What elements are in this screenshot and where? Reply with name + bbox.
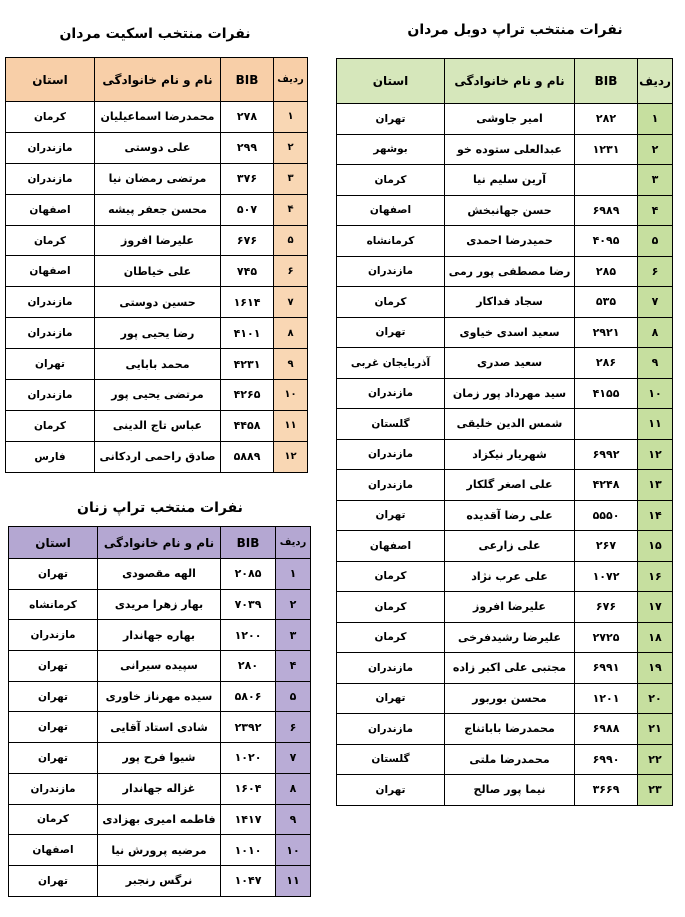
bib-cell: ۲۹۲۱ — [575, 317, 638, 348]
province-cell: کرمانشاه — [337, 226, 445, 257]
rank-cell: ۱۵ — [638, 531, 673, 562]
bib-cell: ۱۲۰۱ — [575, 683, 638, 714]
bib-cell: ۴۲۴۸ — [575, 470, 638, 501]
table-row — [6, 163, 308, 194]
table-header-row — [337, 59, 673, 104]
province-cell: کرمان — [337, 287, 445, 318]
name-cell: محمدرضا اسماعیلیان — [95, 102, 221, 133]
bib-cell: ۶۹۹۲ — [575, 439, 638, 470]
table-row — [337, 775, 673, 806]
province-cell: مازندران — [337, 439, 445, 470]
table-row — [9, 835, 311, 866]
table-row — [6, 410, 308, 441]
table-row — [337, 378, 673, 409]
name-cell: محسن بوربور — [445, 683, 575, 714]
province-cell: گلستان — [337, 744, 445, 775]
trap-men-title: نفرات منتخب تراپ دوبل مردان — [407, 22, 623, 38]
province-cell: مازندران — [337, 714, 445, 745]
header-bib: BIB — [575, 59, 638, 104]
table-row — [9, 865, 311, 896]
bib-cell: ۲۶۷ — [575, 531, 638, 562]
rank-cell: ۱۸ — [638, 622, 673, 653]
table-row — [337, 561, 673, 592]
rank-cell: ۱۰ — [274, 380, 308, 411]
table-row — [6, 102, 308, 133]
header-bib: BIB — [221, 58, 274, 102]
province-cell: بوشهر — [337, 134, 445, 165]
rank-cell: ۱ — [276, 559, 311, 590]
bib-cell: ۲۸۶ — [575, 348, 638, 379]
province-cell: اصفهان — [9, 835, 98, 866]
province-cell: تهران — [337, 500, 445, 531]
name-cell: محمدرضا باباتناج — [445, 714, 575, 745]
table-row — [9, 589, 311, 620]
name-cell: بهاره جهاندار — [98, 620, 221, 651]
table-row — [337, 714, 673, 745]
bib-cell: ۲۰۸۵ — [221, 559, 276, 590]
name-cell: شادی استاد آقایی — [98, 712, 221, 743]
table-row — [6, 380, 308, 411]
name-cell: عبدالعلی ستوده خو — [445, 134, 575, 165]
rank-cell: ۱۲ — [274, 441, 308, 472]
rank-cell: ۵ — [638, 226, 673, 257]
name-cell: محمد بابایی — [95, 349, 221, 380]
name-cell: علیرضا رشیدفرخی — [445, 622, 575, 653]
province-cell: اصفهان — [337, 195, 445, 226]
table-row — [337, 287, 673, 318]
rank-cell: ۸ — [638, 317, 673, 348]
province-cell: مازندران — [9, 620, 98, 651]
name-cell: حسن جهانبخش — [445, 195, 575, 226]
bib-cell: ۲۸۲ — [575, 104, 638, 135]
skeet-men-title: نفرات منتخب اسکیت مردان — [59, 26, 251, 42]
bib-cell: ۲۸۵ — [575, 256, 638, 287]
name-cell: عباس تاج الدینی — [95, 410, 221, 441]
rank-cell: ۷ — [638, 287, 673, 318]
province-cell: تهران — [9, 865, 98, 896]
bib-cell: ۱۴۱۷ — [221, 804, 276, 835]
province-cell: تهران — [9, 651, 98, 682]
bib-cell: ۲۳۹۲ — [221, 712, 276, 743]
name-cell: بهار زهرا مریدی — [98, 589, 221, 620]
name-cell: رضا یحیی پور — [95, 318, 221, 349]
table-row — [337, 195, 673, 226]
table-row — [6, 225, 308, 256]
name-cell: صادق راحمی اردکانی — [95, 441, 221, 472]
table-row — [9, 559, 311, 590]
rank-cell: ۶ — [276, 712, 311, 743]
trap-women-table — [8, 526, 311, 897]
table-row — [337, 653, 673, 684]
bib-cell: ۱۲۳۱ — [575, 134, 638, 165]
bib-cell: ۵۸۸۹ — [221, 441, 274, 472]
bib-cell: ۲۷۸ — [221, 102, 274, 133]
bib-cell: ۷۴۵ — [221, 256, 274, 287]
rank-cell: ۴ — [276, 651, 311, 682]
bib-cell: ۱۲۰۰ — [221, 620, 276, 651]
rank-cell: ۴ — [274, 194, 308, 225]
header-rank: ردیف — [274, 58, 308, 102]
rank-cell: ۹ — [638, 348, 673, 379]
name-cell: مرتضی رمضان نیا — [95, 163, 221, 194]
name-cell: حمیدرضا احمدی — [445, 226, 575, 257]
rank-cell: ۲ — [638, 134, 673, 165]
name-cell: سیده مهرناز خاوری — [98, 681, 221, 712]
rank-cell: ۶ — [638, 256, 673, 287]
rank-cell: ۱۱ — [638, 409, 673, 440]
bib-cell: ۴۰۹۵ — [575, 226, 638, 257]
name-cell: رضا مصطفی پور رمی — [445, 256, 575, 287]
rank-cell: ۲۱ — [638, 714, 673, 745]
name-cell: علیرضا افروز — [95, 225, 221, 256]
province-cell: مازندران — [6, 380, 95, 411]
header-rank: ردیف — [638, 59, 673, 104]
province-cell: مازندران — [337, 653, 445, 684]
bib-cell: ۵۰۷ — [221, 194, 274, 225]
rank-cell: ۷ — [276, 743, 311, 774]
table-row — [6, 287, 308, 318]
bib-cell: ۵۵۵۰ — [575, 500, 638, 531]
rank-cell: ۱۲ — [638, 439, 673, 470]
name-cell: فاطمه امیری بهزادی — [98, 804, 221, 835]
rank-cell: ۱۷ — [638, 592, 673, 623]
name-cell: محمدرضا ملتی — [445, 744, 575, 775]
table-row — [337, 317, 673, 348]
header-name: نام و نام خانوادگی — [95, 58, 221, 102]
bib-cell: ۵۳۵ — [575, 287, 638, 318]
province-cell: مازندران — [9, 773, 98, 804]
table-row — [337, 592, 673, 623]
rank-cell: ۱۹ — [638, 653, 673, 684]
name-cell: سپیده سیرانی — [98, 651, 221, 682]
table-row — [337, 683, 673, 714]
rank-cell: ۱۱ — [276, 865, 311, 896]
rank-cell: ۱ — [274, 102, 308, 133]
province-cell: اصفهان — [6, 256, 95, 287]
province-cell: تهران — [337, 104, 445, 135]
name-cell: سجاد فداکار — [445, 287, 575, 318]
province-cell: کرمان — [337, 622, 445, 653]
table-row — [9, 743, 311, 774]
province-cell: تهران — [9, 681, 98, 712]
name-cell: علی اصغر گلکار — [445, 470, 575, 501]
name-cell: حسین دوستی — [95, 287, 221, 318]
table-row — [6, 132, 308, 163]
bib-cell: ۶۹۸۸ — [575, 714, 638, 745]
province-cell: کرمان — [337, 561, 445, 592]
bib-cell: ۲۹۹ — [221, 132, 274, 163]
bib-cell: ۴۴۵۸ — [221, 410, 274, 441]
province-cell: گلستان — [337, 409, 445, 440]
name-cell: محسن جعفر پیشه — [95, 194, 221, 225]
rank-cell: ۵ — [276, 681, 311, 712]
province-cell: تهران — [337, 317, 445, 348]
province-cell: مازندران — [6, 318, 95, 349]
bib-cell: ۱۰۲۰ — [221, 743, 276, 774]
province-cell: تهران — [337, 775, 445, 806]
name-cell: نرگس رنجبر — [98, 865, 221, 896]
province-cell: کرمان — [6, 410, 95, 441]
rank-cell: ۲۳ — [638, 775, 673, 806]
rank-cell: ۷ — [274, 287, 308, 318]
name-cell: شهریار نیکزاد — [445, 439, 575, 470]
bib-cell: ۱۰۴۷ — [221, 865, 276, 896]
name-cell: نیما پور صالح — [445, 775, 575, 806]
bib-cell: ۶۷۶ — [221, 225, 274, 256]
table-row — [337, 104, 673, 135]
bib-cell: ۱۰۱۰ — [221, 835, 276, 866]
name-cell: علیرضا افروز — [445, 592, 575, 623]
table-row — [337, 165, 673, 196]
name-cell: سعید اسدی خیاوی — [445, 317, 575, 348]
rank-cell: ۹ — [276, 804, 311, 835]
bib-cell: ۱۰۷۲ — [575, 561, 638, 592]
rank-cell: ۱۴ — [638, 500, 673, 531]
table-row — [6, 256, 308, 287]
header-province: استان — [337, 59, 445, 104]
name-cell: علی عرب نژاد — [445, 561, 575, 592]
rank-cell: ۱۰ — [276, 835, 311, 866]
province-cell: اصفهان — [337, 531, 445, 562]
table-row — [9, 651, 311, 682]
table-row — [9, 712, 311, 743]
header-province: استان — [6, 58, 95, 102]
name-cell: علی زارعی — [445, 531, 575, 562]
province-cell: آذربایجان غربی — [337, 348, 445, 379]
table-row — [6, 349, 308, 380]
table-row — [337, 348, 673, 379]
bib-cell: ۴۲۳۱ — [221, 349, 274, 380]
province-cell: مازندران — [6, 163, 95, 194]
bib-cell: ۴۱۵۵ — [575, 378, 638, 409]
table-row — [6, 194, 308, 225]
table-row — [9, 681, 311, 712]
name-cell: الهه مقصودی — [98, 559, 221, 590]
bib-cell: ۱۶۰۴ — [221, 773, 276, 804]
table-row — [337, 439, 673, 470]
bib-cell: ۷۰۳۹ — [221, 589, 276, 620]
bib-cell: ۳۶۶۹ — [575, 775, 638, 806]
table-row — [337, 744, 673, 775]
name-cell: سید مهرداد پور زمان — [445, 378, 575, 409]
rank-cell: ۱ — [638, 104, 673, 135]
province-cell: کرمان — [337, 592, 445, 623]
table-row — [9, 804, 311, 835]
header-name: نام و نام خانوادگی — [98, 527, 221, 559]
name-cell: علی خیاطان — [95, 256, 221, 287]
bib-cell: ۴۲۶۵ — [221, 380, 274, 411]
table-row — [337, 226, 673, 257]
skeet-men-table — [5, 57, 308, 473]
bib-cell: ۲۸۰ — [221, 651, 276, 682]
province-cell: تهران — [9, 559, 98, 590]
province-cell: فارس — [6, 441, 95, 472]
rank-cell: ۳ — [276, 620, 311, 651]
province-cell: تهران — [337, 683, 445, 714]
province-cell: مازندران — [6, 132, 95, 163]
rank-cell: ۴ — [638, 195, 673, 226]
rank-cell: ۱۱ — [274, 410, 308, 441]
rank-cell: ۹ — [274, 349, 308, 380]
name-cell: غزاله جهاندار — [98, 773, 221, 804]
name-cell: مرضیه پرورش نیا — [98, 835, 221, 866]
table-row — [337, 622, 673, 653]
province-cell: تهران — [9, 712, 98, 743]
table-row — [337, 409, 673, 440]
name-cell: امیر جاوشی — [445, 104, 575, 135]
bib-cell: ۵۸۰۶ — [221, 681, 276, 712]
province-cell: کرمان — [337, 165, 445, 196]
rank-cell: ۲۲ — [638, 744, 673, 775]
rank-cell: ۲ — [276, 589, 311, 620]
bib-cell — [575, 165, 638, 196]
table-row — [9, 773, 311, 804]
bib-cell: ۶۹۹۱ — [575, 653, 638, 684]
rank-cell: ۸ — [276, 773, 311, 804]
province-cell: تهران — [9, 743, 98, 774]
name-cell: آرین سلیم نیا — [445, 165, 575, 196]
province-cell: کرمانشاه — [9, 589, 98, 620]
bib-cell: ۶۹۸۹ — [575, 195, 638, 226]
bib-cell: ۱۶۱۴ — [221, 287, 274, 318]
trap-men-table — [336, 58, 673, 806]
rank-cell: ۱۶ — [638, 561, 673, 592]
province-cell: اصفهان — [6, 194, 95, 225]
table-row — [6, 318, 308, 349]
province-cell: مازندران — [337, 470, 445, 501]
table-row — [337, 134, 673, 165]
province-cell: مازندران — [337, 378, 445, 409]
table-header-row — [9, 527, 311, 559]
province-cell: کرمان — [6, 225, 95, 256]
table-header-row — [6, 58, 308, 102]
province-cell: تهران — [6, 349, 95, 380]
name-cell: مرتضی یحیی پور — [95, 380, 221, 411]
bib-cell — [575, 409, 638, 440]
name-cell: سعید صدری — [445, 348, 575, 379]
table-row — [9, 620, 311, 651]
province-cell: کرمان — [6, 102, 95, 133]
table-row — [337, 470, 673, 501]
name-cell: مجتبی علی اکبر زاده — [445, 653, 575, 684]
bib-cell: ۶۹۹۰ — [575, 744, 638, 775]
rank-cell: ۸ — [274, 318, 308, 349]
header-rank: ردیف — [276, 527, 311, 559]
header-bib: BIB — [221, 527, 276, 559]
name-cell: شمس الدین خلیقی — [445, 409, 575, 440]
header-name: نام و نام خانوادگی — [445, 59, 575, 104]
province-cell: مازندران — [6, 287, 95, 318]
table-row — [6, 441, 308, 472]
name-cell: علی دوستی — [95, 132, 221, 163]
rank-cell: ۵ — [274, 225, 308, 256]
rank-cell: ۲۰ — [638, 683, 673, 714]
name-cell: علی رضا آقدیده — [445, 500, 575, 531]
table-row — [337, 256, 673, 287]
rank-cell: ۱۰ — [638, 378, 673, 409]
table-row — [337, 500, 673, 531]
bib-cell: ۳۷۶ — [221, 163, 274, 194]
rank-cell: ۱۳ — [638, 470, 673, 501]
bib-cell: ۶۷۶ — [575, 592, 638, 623]
rank-cell: ۲ — [274, 132, 308, 163]
rank-cell: ۳ — [638, 165, 673, 196]
header-province: استان — [9, 527, 98, 559]
trap-women-title: نفرات منتخب تراپ زنان — [77, 500, 243, 516]
province-cell: کرمان — [9, 804, 98, 835]
rank-cell: ۶ — [274, 256, 308, 287]
bib-cell: ۴۱۰۱ — [221, 318, 274, 349]
province-cell: مازندران — [337, 256, 445, 287]
name-cell: شیوا فرح پور — [98, 743, 221, 774]
rank-cell: ۳ — [274, 163, 308, 194]
table-row — [337, 531, 673, 562]
bib-cell: ۲۷۲۵ — [575, 622, 638, 653]
